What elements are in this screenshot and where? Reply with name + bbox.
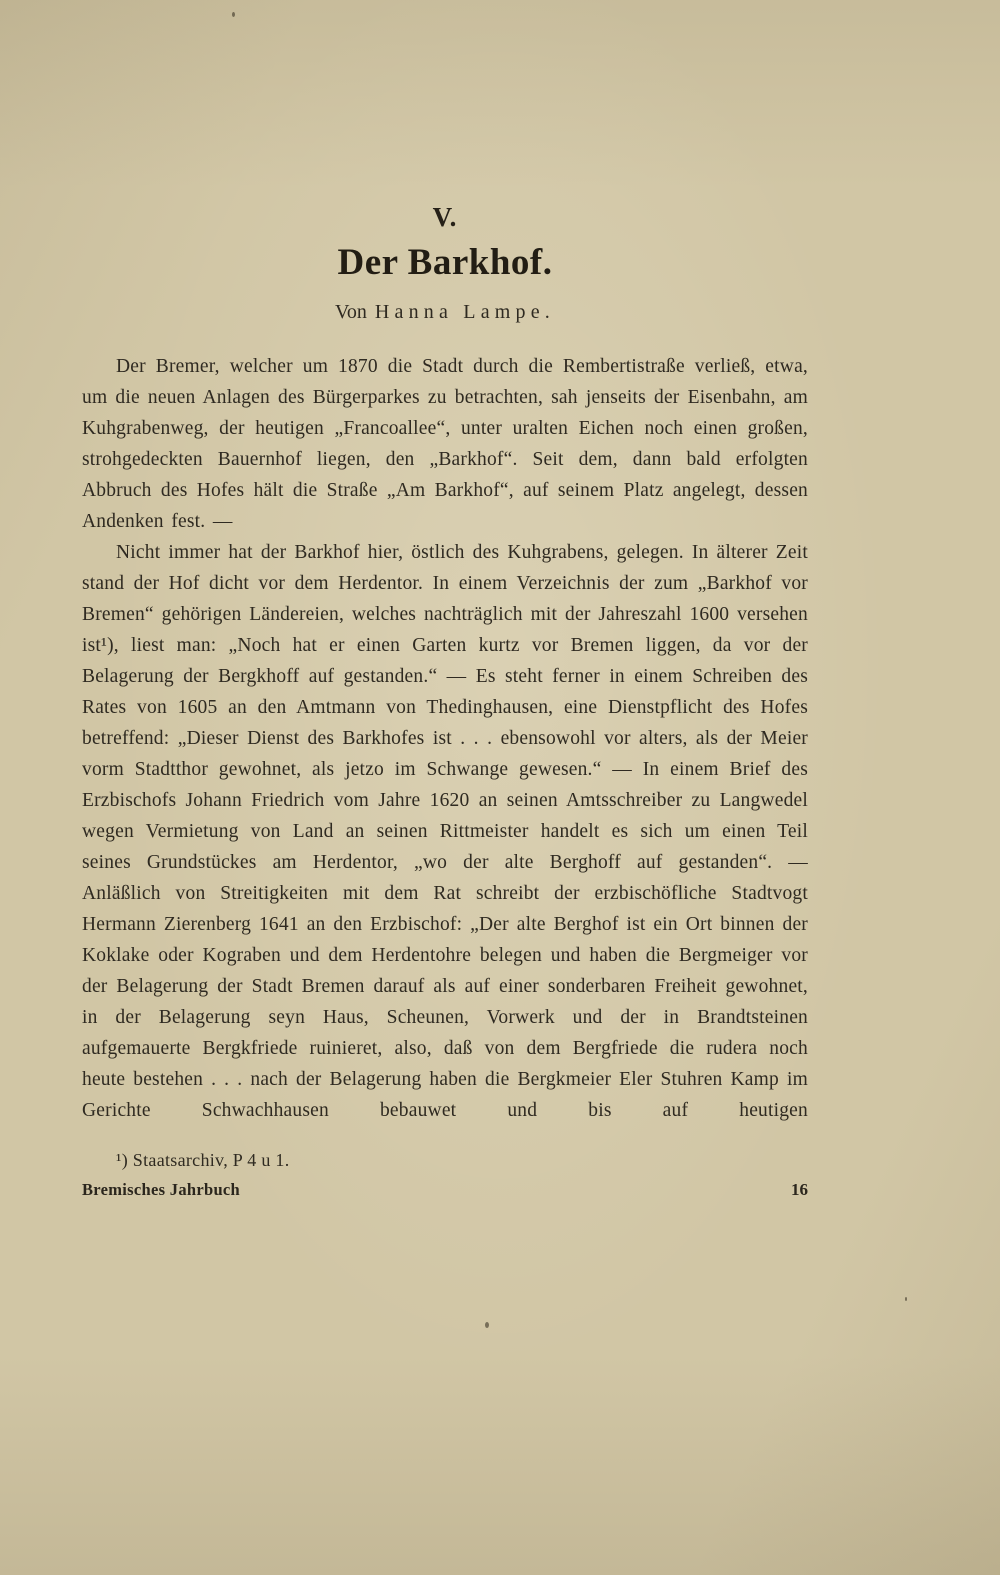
page-number: 16 — [791, 1180, 808, 1199]
author-name: Hanna Lampe. — [374, 301, 555, 323]
paragraph-1: Der Bremer, welcher um 1870 die Stadt durch die Rembertistraße verließ, etwa, um die neuen Anlagen des Bürgerparkes zu betrachten, sah jenseits der Eisenbahn, am Kuhgrabenweg, der heutigen „Francoallee“, unter uralten Eichen noch einen großen, strohgedeckten Bauernhof liegen, den „Barkhof“. Seit dem, dann bald erfolgten Abbruch des Hofes hält die Straße „Am Barkhof“, auf seinem Platz angelegt, dessen Andenken fest. — — [82, 356, 808, 532]
footnote: ¹) Staatsarchiv, P 4 u 1. — [116, 1150, 290, 1170]
paragraph-2: Nicht immer hat der Barkhof hier, östlich des Kuhgrabens, gelegen. In älterer Zeit stand der Hof dicht vor dem Herdentor. In einem Verzeichnis der zum „Barkhof vor Bremen“ gehörigen Ländereien, welches nachträglich mit der Jahreszahl 1600 versehen ist¹), liest man: „Noch hat er einen Garten kurtz vor Bremen liggen, da vor der Belagerung der Bergkhoff auf gestanden.“ — Es steht ferner in einem Schreiben des Rates von 1605 an den Amtmann von Thedinghausen, eine Dienstpflicht des Hofes betreffend: „Dieser Dienst des Barkhofes ist . . . ebensowohl vor alters, als der Meier vorm Stadtthor gewohnet, als jetzo im Schwange gewesen.“ — In einem Brief des Erzbischofs Johann Friedrich vom Jahre 1620 an seinen Amtsschreiber zu Langwedel wegen Vermietung von Land an seinen Rittmeister handelt es sich um einen Teil seines Grundstückes am Herdentor, „wo der alte Berghoff auf gestanden“. — Anläßlich von Streitigkeiten mit dem Rat schreibt der erzbischöfliche Stadtvogt Hermann Zierenberg 1641 an den Erzbischof: „Der alte Berghof ist ein Ort binnen der Koklake oder Kograben und dem Herdentohre belegen und haben die Bergmeiger vor der Belagerung der Stadt Bremen darauf als auf einer sonderbaren Freiheit gewohnet, in der Belagerung seyn Haus, Scheunen, Vorwerk und der in Brandtsteinen aufgemauerte Bergkfriede ruinieret, also, daß von dem Bergfriede die rudera noch heute bestehen . . . nach der Belagerung haben die Bergkmeier Eler Stuhren Kamp im Gerichte Schwachhausen bebauwet und bis auf heutigen — [82, 542, 808, 1121]
running-title: Bremisches Jahrbuch — [82, 1180, 241, 1199]
chapter-number: V. — [432, 202, 458, 232]
byline-prefix: Von — [335, 301, 367, 323]
scan-speck — [485, 1322, 489, 1328]
page-footer — [82, 1180, 808, 1200]
text-block — [82, 0, 808, 1200]
page-title: Der Barkhof. — [337, 242, 553, 283]
byline — [82, 301, 808, 324]
scan-speck — [905, 1297, 907, 1301]
